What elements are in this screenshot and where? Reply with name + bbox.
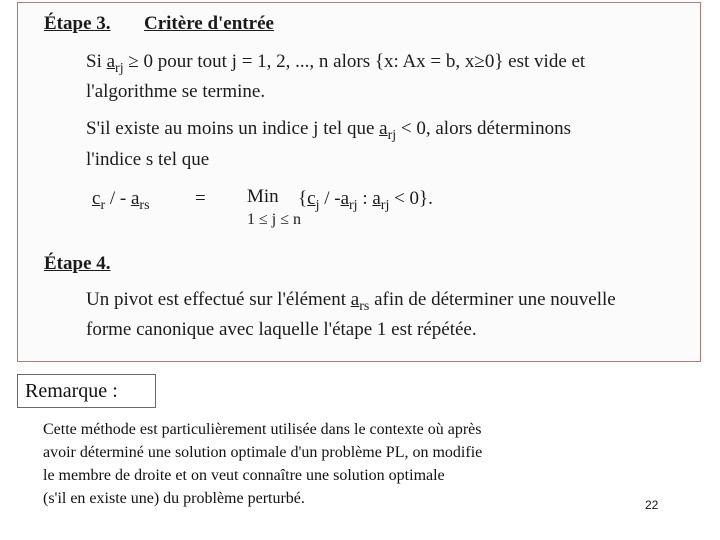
step4-line1 — [86, 289, 616, 315]
remark-line: le membre de droite et on veut connaître une solution optimale — [43, 467, 445, 484]
page-number: 22 — [645, 498, 659, 512]
var-a: a — [340, 188, 349, 209]
formula-set — [298, 188, 433, 214]
remark-line: (s'il en existe une) du problème perturbé. — [43, 490, 305, 507]
text-fragment: { — [298, 188, 308, 209]
subscript: rj — [349, 198, 358, 213]
var-c: c — [307, 188, 316, 209]
text-fragment: Si — [86, 51, 107, 72]
remark-title: Remarque : — [17, 374, 156, 408]
var-a: a — [379, 118, 388, 139]
text-fragment: ≥ 0 pour tout j = 1, 2, ..., n alors {x: Ax = b, x≥0} est vide et — [123, 51, 586, 72]
subscript: rs — [359, 299, 370, 314]
subscript: rj — [387, 128, 397, 143]
subscript: j — [315, 198, 320, 213]
step3-line1 — [86, 51, 585, 77]
var-a: a — [130, 188, 140, 209]
remark-line: avoir déterminé une solution optimale d'un problème PL, on modifie — [43, 444, 483, 461]
text-fragment: < 0}. — [389, 188, 433, 209]
text-fragment: < 0, alors déterminons — [396, 118, 571, 139]
remark-paragraph — [43, 418, 603, 510]
step3-line2: l'algorithme se termine. — [86, 81, 266, 102]
formula-left — [92, 188, 150, 214]
scanned-excerpt — [17, 2, 701, 362]
formula-equals: = — [195, 188, 206, 209]
text-fragment: afin de déterminer une nouvelle — [369, 289, 616, 310]
step3-line3 — [86, 118, 571, 144]
step4-line2: forme canonique avec laquelle l'étape 1 est répétée. — [86, 319, 477, 340]
var-a: a — [106, 51, 116, 72]
step4-label: Étape 4. — [44, 253, 111, 274]
subscript: rj — [380, 198, 390, 213]
text-fragment: S'il existe au moins un indice j tel que — [86, 118, 380, 139]
step3-title: Critère d'entrée — [144, 13, 274, 34]
subscript: r — [100, 198, 106, 213]
subscript: rj — [115, 61, 124, 76]
var-a: a — [350, 289, 360, 310]
text-fragment: Un pivot est effectué sur l'élément — [86, 289, 351, 310]
text-fragment: : — [357, 188, 373, 209]
var-c: c — [92, 188, 101, 209]
remark-line: Cette méthode est particulièrement utilisée dans le contexte où après — [43, 421, 482, 438]
text-fragment: / - — [319, 188, 341, 209]
var-a: a — [372, 188, 381, 209]
step3-label: Étape 3. — [44, 13, 111, 34]
step3-line4: l'indice s tel que — [86, 149, 210, 170]
subscript: rs — [139, 198, 150, 213]
text-fragment: / - — [105, 188, 131, 209]
formula-min: Min — [247, 186, 279, 207]
formula-range: 1 ≤ j ≤ n — [247, 211, 302, 228]
